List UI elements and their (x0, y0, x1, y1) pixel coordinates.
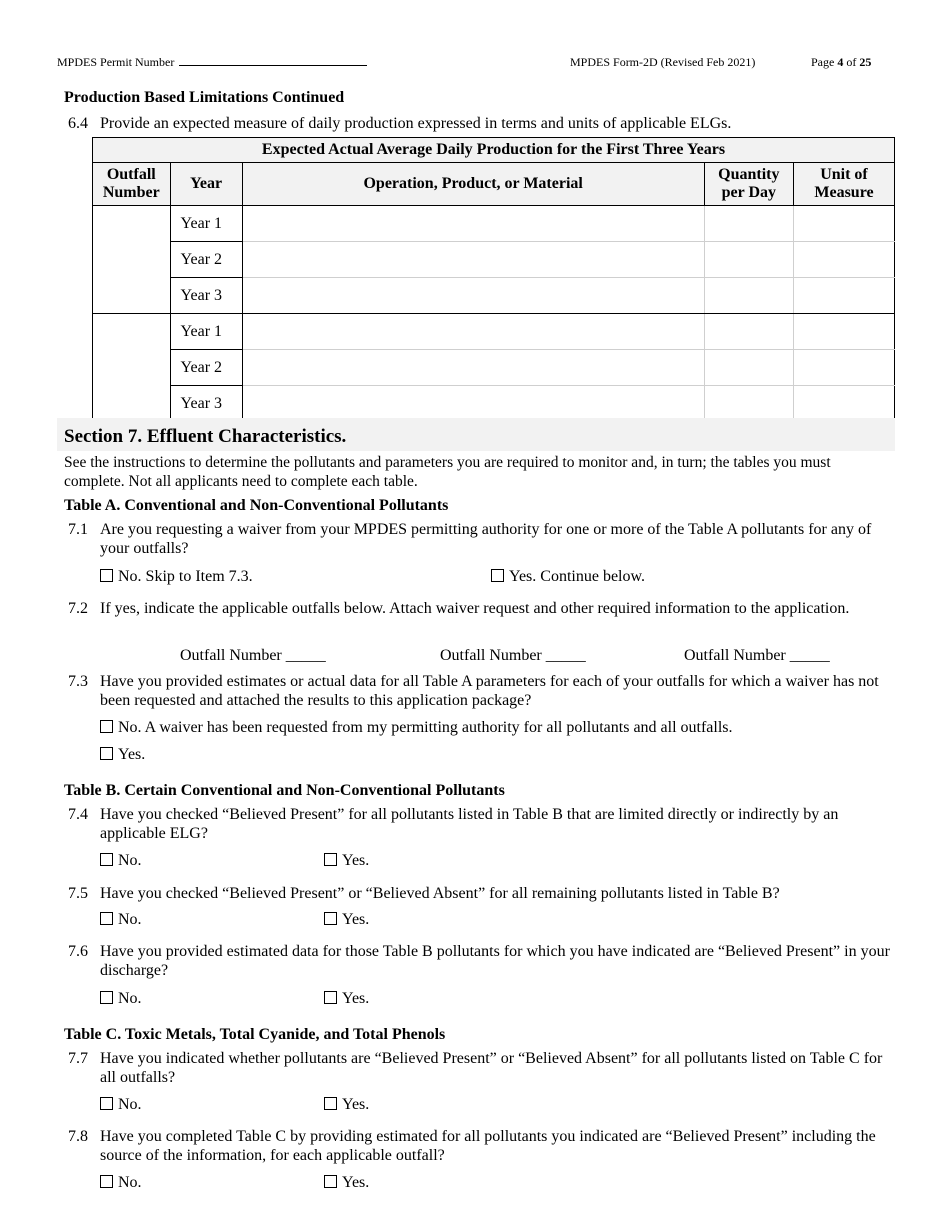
tableB-heading: Table B. Certain Conventional and Non-Conventional Pollutants (64, 782, 505, 799)
year-cell: Year 2 (170, 242, 242, 278)
col-operation: Operation, Product, or Material (242, 163, 704, 206)
operation-cell[interactable] (242, 206, 704, 242)
section7-intro: See the instructions to determine the pollutants and parameters you are required to monitor and, in turn; the tables you must complete. Not all applicants need to complete each table. (64, 454, 831, 490)
checkbox-icon[interactable] (324, 991, 337, 1004)
section7-title: Section 7. Effluent Characteristics. (64, 426, 347, 447)
section7-banner (57, 418, 895, 451)
production-heading: Production Based Limitations Continued (64, 89, 345, 106)
q76-number: 7.6 (68, 943, 88, 960)
q74-text: Have you checked “Believed Present” for all pollutants listed in Table B that are limited directly or indirectly by an applicable ELG? (100, 806, 839, 842)
header-page-number: Page 4 of 25 (811, 55, 872, 69)
checkbox-icon[interactable] (100, 569, 113, 582)
q77-text: Have you indicated whether pollutants are “Believed Present” or “Believed Absent” for all pollutants listed on Table C for all outfalls? (100, 1050, 883, 1086)
quantity-cell[interactable] (704, 350, 793, 386)
unit-cell[interactable] (793, 278, 894, 314)
header-form-label: MPDES Form-2D (Revised Feb 2021) (570, 55, 756, 69)
checkbox-icon[interactable] (324, 912, 337, 925)
outfall-field-3[interactable]: Outfall Number _____ (684, 647, 830, 664)
quantity-cell[interactable] (704, 278, 793, 314)
q78-number: 7.8 (68, 1128, 88, 1145)
tableC-heading: Table C. Toxic Metals, Total Cyanide, and Total Phenols (64, 1026, 446, 1043)
outfall-cell-2[interactable] (93, 314, 171, 422)
quantity-cell[interactable] (704, 242, 793, 278)
q75-number: 7.5 (68, 885, 88, 902)
q77-yes-option[interactable]: Yes. (324, 1095, 369, 1114)
q71-text: Are you requesting a waiver from your MPDES permitting authority for one or more of the Table A pollutants for any of your outfalls? (100, 521, 872, 557)
checkbox-icon[interactable] (491, 569, 504, 582)
checkbox-icon[interactable] (100, 1097, 113, 1110)
outfall-field-1[interactable]: Outfall Number _____ (180, 647, 326, 664)
operation-cell[interactable] (242, 314, 704, 350)
unit-cell[interactable] (793, 314, 894, 350)
quantity-cell[interactable] (704, 206, 793, 242)
permit-label: MPDES Permit Number (57, 55, 175, 69)
col-outfall-number: Outfall Number (93, 163, 171, 206)
q73-number: 7.3 (68, 673, 88, 690)
year-cell: Year 3 (170, 386, 242, 422)
q75-no-option[interactable]: No. (100, 910, 142, 929)
q71-yes-option[interactable]: Yes. Continue below. (491, 567, 645, 586)
checkbox-icon[interactable] (100, 1175, 113, 1188)
operation-cell[interactable] (242, 386, 704, 422)
q78-no-option[interactable]: No. (100, 1173, 142, 1192)
q72-number: 7.2 (68, 600, 88, 617)
checkbox-icon[interactable] (100, 991, 113, 1004)
q76-yes-option[interactable]: Yes. (324, 989, 369, 1008)
q72-text: If yes, indicate the applicable outfalls below. Attach waiver request and other required information to the application. (100, 600, 850, 617)
q64-text: Provide an expected measure of daily production expressed in terms and units of applicable ELGs. (100, 115, 732, 132)
year-cell: Year 1 (170, 206, 242, 242)
year-cell: Year 1 (170, 314, 242, 350)
q74-number: 7.4 (68, 806, 88, 823)
tableA-heading: Table A. Conventional and Non-Conventional Pollutants (64, 497, 449, 514)
quantity-cell[interactable] (704, 314, 793, 350)
outfall-field-2[interactable]: Outfall Number _____ (440, 647, 586, 664)
q78-text: Have you completed Table C by providing estimated for all pollutants you indicated are “Believed Present” including the source of the information, for each applicable outfall? (100, 1128, 876, 1164)
checkbox-icon[interactable] (324, 1097, 337, 1110)
production-table (92, 137, 895, 422)
q71-number: 7.1 (68, 521, 88, 538)
q73-no-option[interactable]: No. A waiver has been requested from my permitting authority for all pollutants and all outfalls. (100, 718, 733, 737)
unit-cell[interactable] (793, 242, 894, 278)
col-year: Year (170, 163, 242, 206)
checkbox-icon[interactable] (100, 853, 113, 866)
q76-text: Have you provided estimated data for those Table B pollutants for which you have indicated are “Believed Present” in your discharge? (100, 943, 890, 979)
operation-cell[interactable] (242, 278, 704, 314)
q73-yes-option[interactable]: Yes. (100, 745, 145, 764)
col-unit: Unit of Measure (793, 163, 894, 206)
q76-no-option[interactable]: No. (100, 989, 142, 1008)
year-cell: Year 2 (170, 350, 242, 386)
unit-cell[interactable] (793, 386, 894, 422)
checkbox-icon[interactable] (100, 912, 113, 925)
table-title: Expected Actual Average Daily Production for the First Three Years (93, 138, 895, 163)
q74-yes-option[interactable]: Yes. (324, 851, 369, 870)
q64-number: 6.4 (68, 115, 88, 132)
checkbox-icon[interactable] (324, 853, 337, 866)
unit-cell[interactable] (793, 350, 894, 386)
checkbox-icon[interactable] (324, 1175, 337, 1188)
q77-number: 7.7 (68, 1050, 88, 1067)
outfall-cell-1[interactable] (93, 206, 171, 314)
year-cell: Year 3 (170, 278, 242, 314)
header-permit (57, 55, 367, 70)
operation-cell[interactable] (242, 350, 704, 386)
col-quantity: Quantity per Day (704, 163, 793, 206)
checkbox-icon[interactable] (100, 720, 113, 733)
q78-yes-option[interactable]: Yes. (324, 1173, 369, 1192)
quantity-cell[interactable] (704, 386, 793, 422)
q75-yes-option[interactable]: Yes. (324, 910, 369, 929)
q74-no-option[interactable]: No. (100, 851, 142, 870)
permit-number-field[interactable] (179, 55, 367, 66)
q77-no-option[interactable]: No. (100, 1095, 142, 1114)
operation-cell[interactable] (242, 242, 704, 278)
q75-text: Have you checked “Believed Present” or “Believed Absent” for all remaining pollutants listed in Table B? (100, 885, 780, 902)
q73-text: Have you provided estimates or actual data for all Table A parameters for each of your outfalls for which a waiver has not been requested and attached the results to this application package? (100, 673, 879, 709)
checkbox-icon[interactable] (100, 747, 113, 760)
q71-no-option[interactable]: No. Skip to Item 7.3. (100, 567, 253, 586)
unit-cell[interactable] (793, 206, 894, 242)
